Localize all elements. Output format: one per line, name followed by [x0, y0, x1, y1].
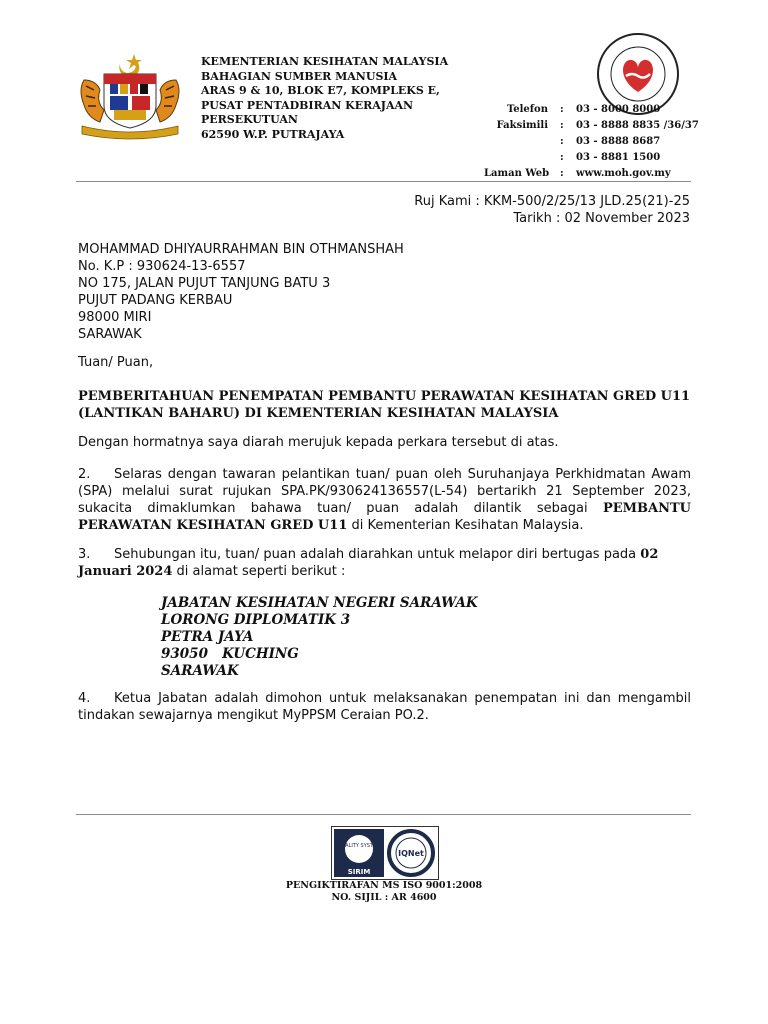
contact-separator: :	[560, 168, 564, 179]
org-line: BAHAGIAN SUMBER MANUSIA	[201, 69, 398, 83]
letter-date: Tarikh : 02 November 2023	[513, 211, 690, 226]
subject-line-1: PEMBERITAHUAN PENEMPATAN PEMBANTU PERAWATAN KESIHATAN GRED U11	[78, 389, 691, 404]
destination-address	[161, 595, 478, 680]
recipient-line: 98000 MIRI	[78, 310, 152, 325]
contact-row-telefon	[484, 102, 699, 118]
recipient-line: SARAWAK	[78, 327, 142, 342]
letter-subject	[78, 388, 691, 422]
contact-row-faksimili	[484, 118, 699, 134]
contact-separator: :	[560, 120, 564, 131]
contact-value: 03 - 8000 8000	[576, 104, 661, 115]
reference-block	[414, 193, 690, 227]
iso-certification-badge	[331, 826, 439, 880]
reference-number: Ruj Kami : KKM-500/2/25/13 JLD.25(21)-25	[414, 194, 690, 209]
iso-standard: PENGIKTIRAFAN MS ISO 9001:2008	[285, 880, 483, 891]
paragraph-text: Selaras dengan tawaran pelantikan tuan/ puan oleh Suruhanjaya Perkhidmatan Awam (SPA) melalui surat rujukan SPA.PK/930624136557(L-54) bertarikh 21 September 2023, sukacita dimaklumkan bahawa tuan/ puan adalah dilantik sebagai	[78, 467, 691, 516]
contact-info	[484, 102, 699, 182]
org-line: KEMENTERIAN KESIHATAN MALAYSIA	[201, 55, 449, 68]
paragraph-text: di Kementerian Kesihatan Malaysia.	[347, 518, 584, 533]
header-divider	[76, 181, 691, 182]
destination-line: SARAWAK	[161, 663, 239, 679]
badge-iqnet-text: IQNet	[398, 849, 424, 858]
contact-value: www.moh.gov.my	[576, 168, 671, 179]
recipient-line: PUJUT PADANG KERBAU	[78, 293, 233, 308]
paragraph-2	[78, 466, 691, 534]
contact-value: 03 - 8888 8835 /36/37	[576, 120, 699, 131]
paragraph-number: 2.	[78, 467, 91, 482]
footer-divider	[76, 814, 691, 815]
paragraph-text: di alamat seperti berikut :	[172, 564, 346, 579]
paragraph-number: 3.	[78, 547, 91, 562]
subject-line-2: (LANTIKAN BAHARU) DI KEMENTERIAN KESIHATAN MALAYSIA	[78, 406, 559, 421]
contact-label	[484, 134, 560, 150]
badge-sirim-text: SIRIM	[347, 868, 371, 876]
paragraph-text: Ketua Jabatan adalah dimohon untuk melaksanakan penempatan ini dan mengambil tindakan sewajarnya mengikut MyPPSM Ceraian PO.2.	[78, 691, 691, 723]
contact-label: Telefon	[506, 104, 548, 115]
contact-row-fax-3	[484, 150, 699, 166]
position-title: PEMBANTU PERAWATAN KESIHATAN GRED U11	[78, 501, 691, 533]
malaysia-coat-of-arms	[74, 50, 186, 140]
contact-label: Laman Web	[484, 168, 550, 179]
contact-label: Faksimili	[496, 120, 548, 131]
paragraph-number: 4.	[78, 691, 91, 706]
paragraph-4	[78, 690, 691, 724]
recipient-line: NO 175, JALAN PUJUT TANJUNG BATU 3	[78, 276, 331, 291]
paragraph-text: Sehubungan itu, tuan/ puan adalah diarahkan untuk melapor diri bertugas pada	[114, 547, 641, 562]
contact-value: 03 - 8888 8687	[576, 136, 661, 147]
recipient-line: MOHAMMAD DHIYAURRAHMAN BIN OTHMANSHAH	[78, 242, 404, 257]
paragraph-3	[78, 546, 691, 580]
destination-line: PETRA JAYA	[161, 629, 254, 645]
iso-recognition	[0, 880, 768, 904]
destination-line: 93050 KUCHING	[161, 646, 299, 662]
recipient-line: No. K.P : 930624-13-6557	[78, 259, 246, 274]
contact-separator: :	[560, 136, 564, 147]
destination-line: LORONG DIPLOMATIK 3	[161, 612, 351, 628]
opening-paragraph: Dengan hormatnya saya diarah merujuk kepada perkara tersebut di atas.	[78, 435, 559, 450]
contact-label	[484, 150, 560, 166]
organization-address	[201, 55, 448, 142]
contact-separator: :	[560, 152, 564, 163]
certificate-number: NO. SIJIL : AR 4600	[331, 892, 437, 903]
contact-row-fax-2	[484, 134, 699, 150]
org-line: PUSAT PENTADBIRAN KERAJAAN	[201, 98, 414, 112]
report-date: 02 Januari 2024	[78, 547, 659, 579]
salutation: Tuan/ Puan,	[78, 355, 154, 370]
recipient-address	[78, 241, 404, 343]
destination-line: JABATAN KESIHATAN NEGERI SARAWAK	[161, 595, 478, 611]
org-line: PERSEKUTUAN	[201, 113, 298, 126]
contact-row-laman-web	[484, 166, 699, 182]
contact-separator: :	[560, 104, 564, 115]
org-line: ARAS 9 & 10, BLOK E7, KOMPLEKS E,	[201, 84, 440, 97]
badge-quality-text: QUALITY SYSTEM	[337, 843, 381, 849]
contact-value: 03 - 8881 1500	[576, 152, 661, 163]
org-line: 62590 W.P. PUTRAJAYA	[201, 127, 345, 141]
